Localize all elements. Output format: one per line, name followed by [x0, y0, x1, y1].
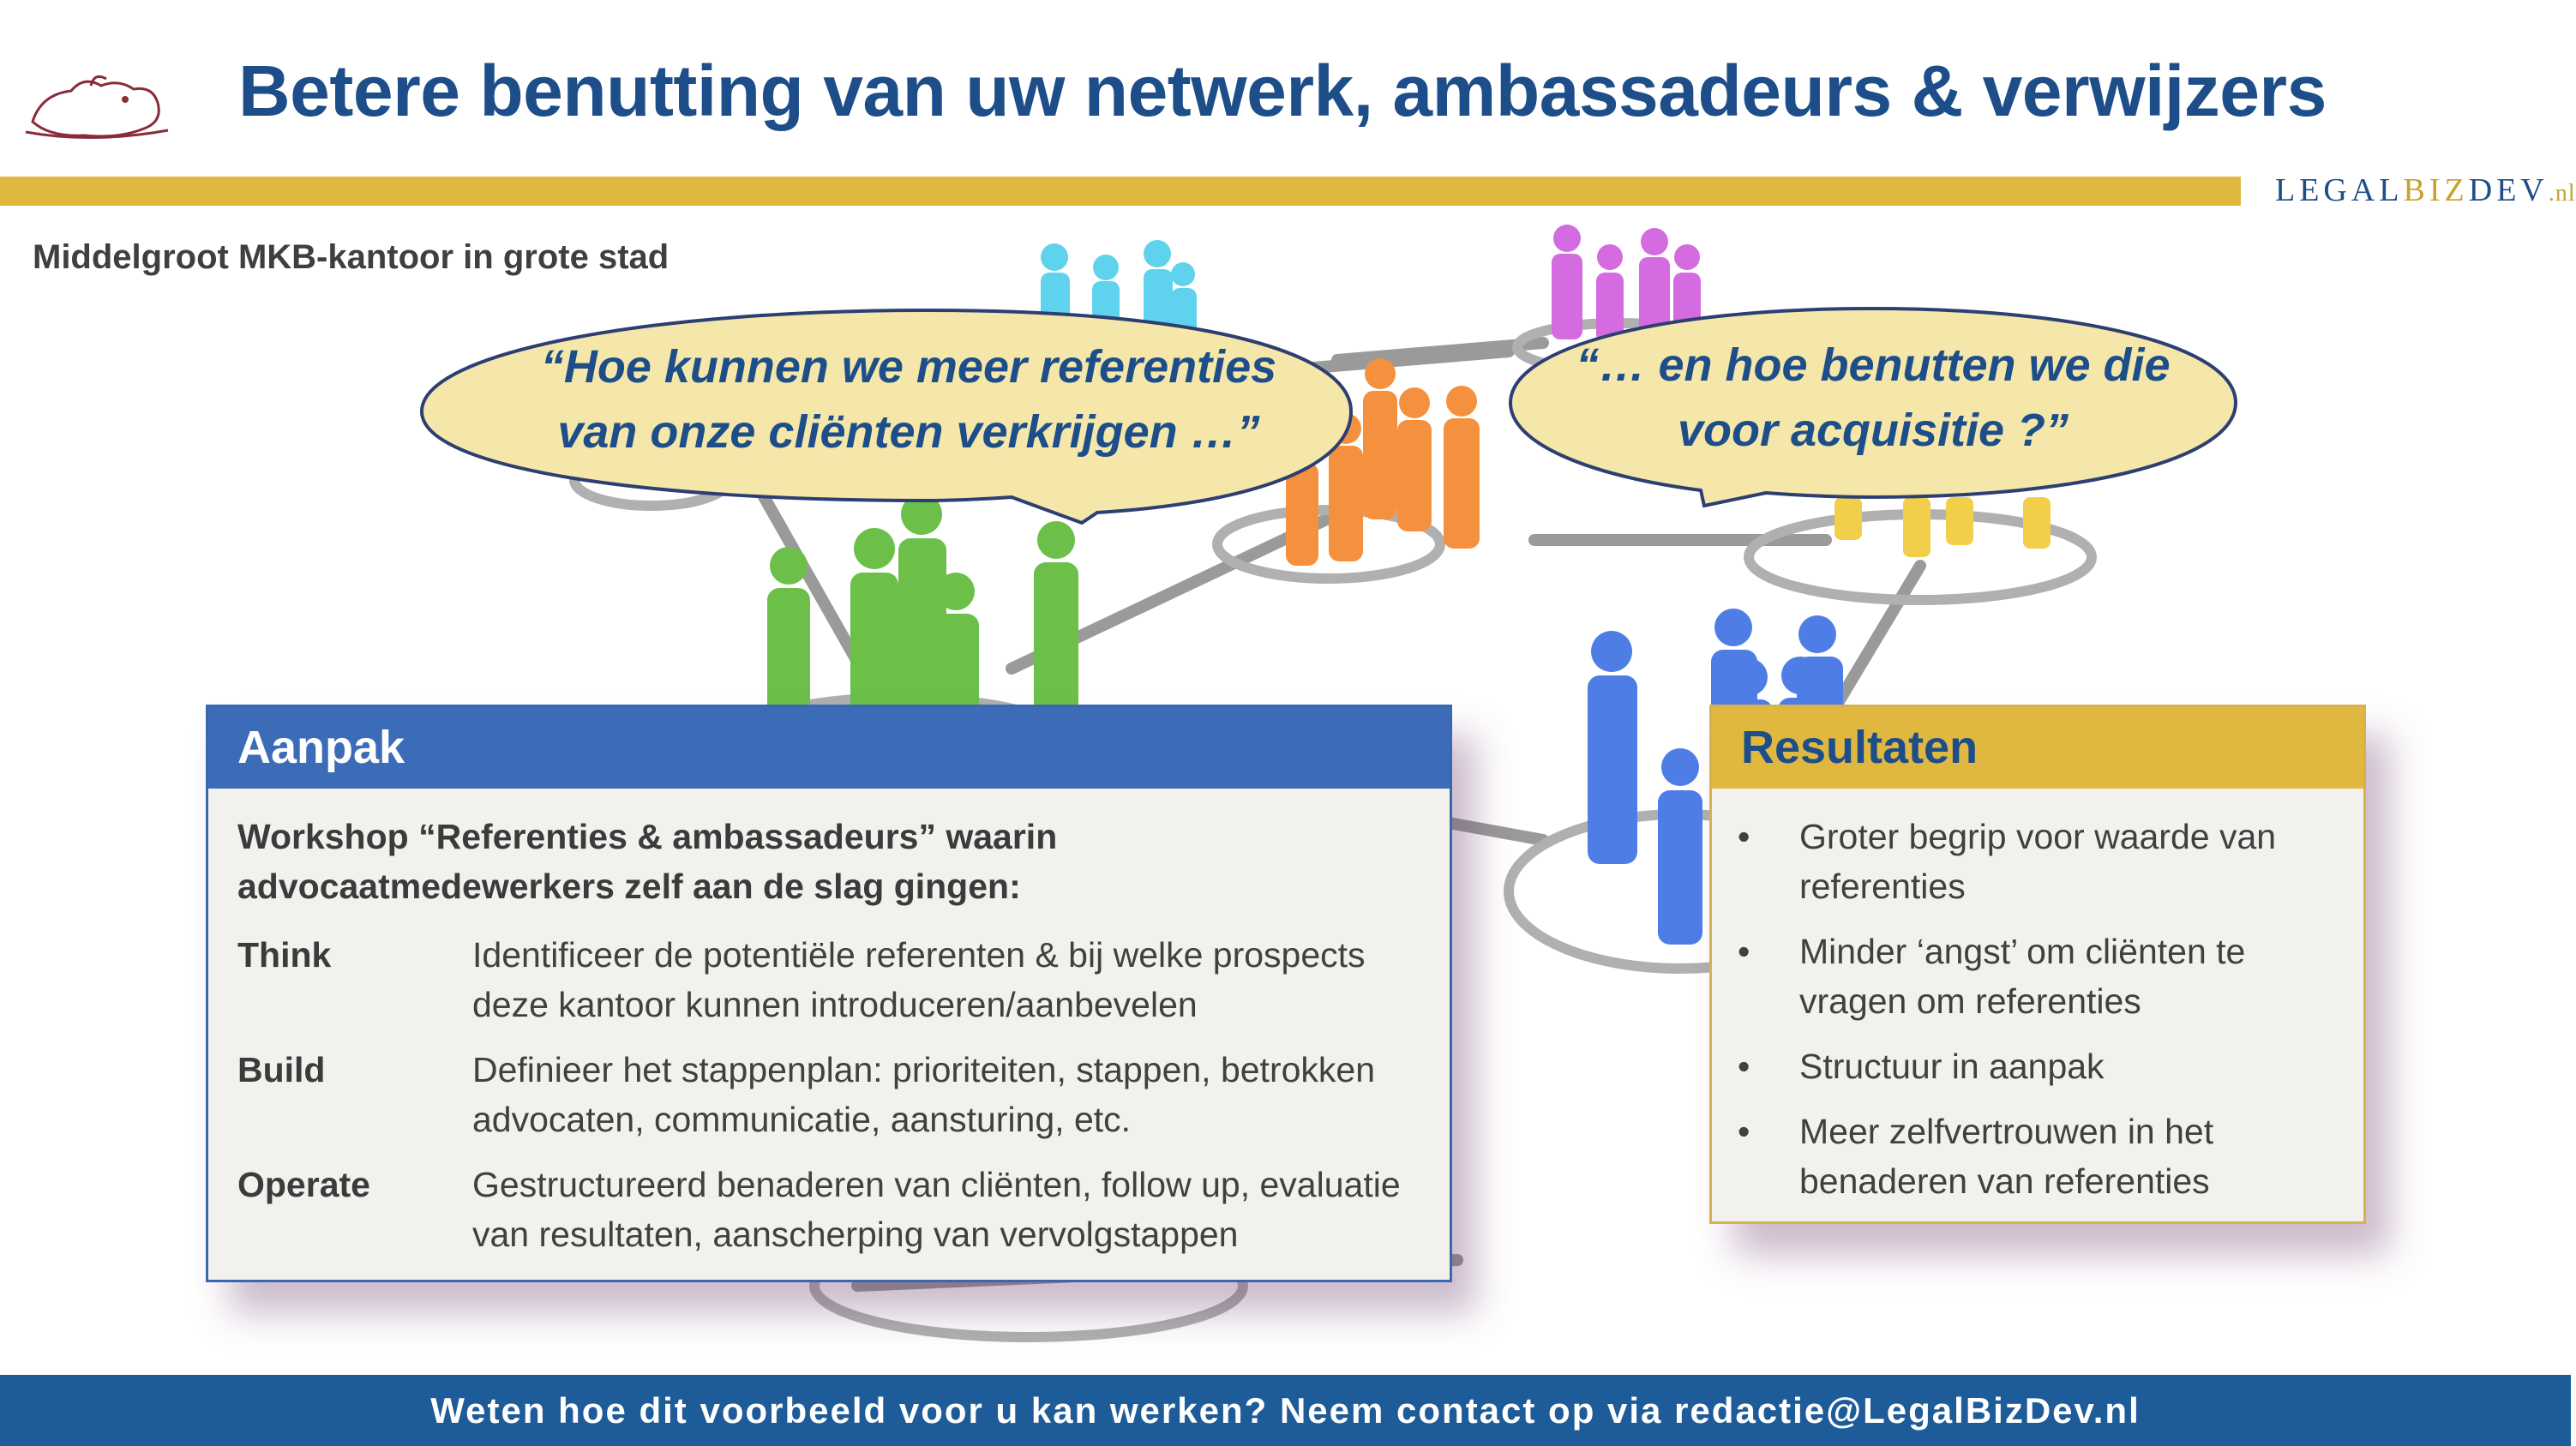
brand-biz: BIZ	[2403, 172, 2469, 208]
bullet-icon: •	[1738, 817, 1750, 856]
aanpak-intro: Workshop “Referenties & ambassadeurs” waarin advocaatmedewerkers zelf aan de slag gingen:	[237, 817, 1058, 906]
bubble-right-line2: voor acquisitie ?”	[1677, 405, 2069, 456]
aanpak-panel	[206, 705, 1452, 1282]
resultaten-heading: Resultaten	[1712, 707, 2363, 789]
brand-dev: DEV	[2468, 172, 2549, 208]
step-label: Build	[237, 1050, 326, 1089]
bubble-left-line1: “Hoe kunnen we meer referenties	[540, 341, 1277, 393]
step-text: Gestructureerd benaderen van cliënten, follow up, evaluatie van resultaten, aanscherping van vervolgstappen	[472, 1165, 1401, 1254]
bullet-icon: •	[1738, 1112, 1750, 1151]
resultaten-panel: Resultaten • Groter begrip voor waarde van referenties • Minder ‘angst’ om cliënten te vragen om referenties • Structuur in aanpak • Meer zelfvertrouwen in het benaderen van referenties	[1709, 705, 2366, 1224]
brand-legal: LEGAL	[2275, 172, 2404, 208]
step-label: Think	[237, 935, 332, 975]
bubble-right-text	[1534, 333, 2212, 463]
step-text: Identificeer de potentiële referenten & bij welke prospects deze kantoor kunnen introduceren/aanbevelen	[472, 935, 1366, 1024]
subtitle: Middelgroot MKB-kantoor in grote stad	[33, 238, 670, 276]
step-text: Definieer het stappenplan: prioriteiten, stappen, betrokken advocaten, communicatie, aansturing, etc.	[472, 1050, 1376, 1139]
bubble-right-line1: “… en hoe benutten we die	[1576, 339, 2171, 391]
bubble-left-line2: van onze cliënten verkrijgen …”	[557, 406, 1260, 458]
footer-contact-text[interactable]: Weten hoe dit voorbeeld voor u kan werken? Neem contact op via redactie@LegalBizDev.nl	[430, 1390, 2141, 1431]
page-title: Betere benutting van uw netwerk, ambassadeurs & verwijzers	[238, 51, 2327, 131]
aanpak-heading: Aanpak	[208, 707, 1450, 789]
bullet-icon: •	[1738, 1047, 1750, 1086]
step-label: Operate	[237, 1165, 370, 1204]
bubble-left-text	[480, 334, 1337, 465]
brand-nl: .nl	[2548, 180, 2576, 207]
bullet-icon: •	[1738, 932, 1750, 971]
